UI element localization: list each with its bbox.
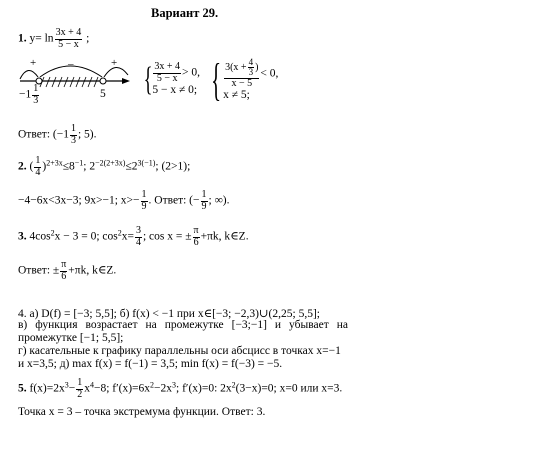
answer-tail: +πk, k∈Z. [68, 264, 117, 277]
task-5-text: f(x)=2x [29, 382, 65, 395]
task-5-text: −2x [154, 382, 173, 395]
system-2-row-1 [223, 58, 278, 89]
task-1-number: 1. [18, 32, 27, 45]
answer-fraction [70, 124, 77, 146]
task-3-pi-fraction [193, 226, 200, 248]
brace-icon: { [143, 60, 153, 98]
sign-minus: – [68, 58, 74, 70]
fraction-denominator: 4 [35, 166, 41, 178]
system-2-num-lead: 3(x + [225, 61, 247, 73]
exponent: 4 [89, 380, 94, 390]
fraction-numerator: 3 [135, 225, 141, 236]
task-3-text: x − 3 = 0; cos [54, 230, 118, 243]
task-5-line-1 [18, 378, 342, 400]
task-4-line-4: г) касательные к графику параллельны оси абсцисс в точках x=−1 [18, 345, 341, 357]
fraction-denominator: 2 [77, 388, 83, 400]
task-4-line-3: промежутке [−1; 5,5]; [18, 332, 124, 344]
task-3-text: x= [121, 230, 134, 243]
brace-icon: { [211, 54, 222, 105]
task-1-answer [18, 124, 97, 146]
fraction-numerator: 1 [35, 155, 41, 166]
system-2-fraction [224, 58, 259, 89]
task-2-line-1: 2. ( $\frac{1}{4}$ )$^{2+3x}\le 8^{-1}$; $2^{-2(2+3x)}\le 2^{3(-1)}$; (2>1); [18, 155, 191, 178]
task-2-text: ; (2>1); [155, 160, 191, 173]
exponent: 3 [172, 380, 177, 390]
system-2-relation: < 0, [260, 67, 279, 80]
axis-label-right: 5 [100, 88, 106, 100]
fraction-numerator: 1 [201, 189, 207, 200]
system-1-row-1 [152, 62, 200, 84]
sign-plus-right: + [111, 57, 118, 69]
task-5-number: 5. [18, 382, 27, 395]
exponent: 3(−1) [137, 158, 156, 168]
answer-tail: ; 5). [77, 128, 97, 141]
system-2-rows [223, 58, 278, 103]
open-point-right [100, 78, 106, 84]
fraction-numerator [224, 58, 259, 79]
answer-lead: Ответ: (−1 [18, 128, 69, 141]
fraction-numerator: 1 [77, 377, 83, 388]
axis-label-fraction [32, 84, 39, 106]
task-3-text: ; cos x = ± [142, 230, 192, 243]
task-5-text: x [84, 382, 90, 395]
system-2-num-close: ) [255, 61, 259, 73]
inequality-system-1 [140, 62, 200, 97]
task-3-text: +πk, k∈Z. [200, 230, 249, 243]
task-5-text: −8; f′(x)=6x [93, 382, 151, 395]
fraction-numerator: 4 [248, 56, 254, 67]
fraction-numerator: 1 [70, 123, 76, 134]
task-2-text: ; ∞). [208, 194, 230, 207]
exponent: 2+3x [46, 158, 63, 168]
fraction-denominator: x − 5 [231, 77, 253, 89]
axis-arrow-icon [122, 78, 130, 84]
exponent: 2 [150, 380, 155, 390]
system-1-row-2: 5 − x ≠ 0; [152, 84, 198, 96]
task-2-text: ≤8 [62, 160, 75, 173]
task-3-answer [18, 260, 116, 282]
system-1-relation: > 0, [181, 66, 200, 79]
fraction-denominator: 9 [201, 200, 207, 212]
task-1-function-lead: y= ln [29, 32, 54, 45]
task-2-fraction-2 [141, 190, 148, 212]
fraction-denominator: 3 [248, 67, 254, 78]
fraction-denominator: 5 − x [156, 72, 178, 84]
task-4-line-5: и x=3,5; д) max f(x) = f(−1) = 3,5; min f(x) = f(−3) = −5. [18, 358, 283, 370]
exponent: −2(2+3x) [95, 158, 126, 168]
exponent: 2 [117, 228, 122, 238]
sign-plus-left: + [30, 57, 37, 69]
fraction-numerator: π [61, 259, 67, 270]
fraction-numerator: π [193, 225, 199, 236]
fraction-numerator: 3x + 4 [55, 27, 82, 38]
page-title: Вариант 29. [151, 6, 219, 20]
task-2-text: . Ответ: (− [148, 194, 200, 207]
task-5-line-2: Точка x = 3 – точка экстремума функции. Ответ: 3. [18, 406, 266, 418]
exponent: −1 [74, 158, 84, 168]
task-4-line-2: в) функция возрастает на промежутке [−3;−1] и убывает на [18, 319, 348, 331]
task-2-text: −4−6x<3x−3; 9x>−1; x>− [18, 194, 140, 207]
axis-label-int: −1 [19, 88, 32, 101]
axis-label-left [19, 84, 40, 106]
fraction-denominator: 6 [61, 270, 67, 282]
task-4-line-1: 4. а) D(f) = [−3; 5,5]; б) f(x) < −1 при x∈[−3; −2,3)∪(2,25; 5,5]; [18, 308, 320, 320]
fraction-denominator: 6 [193, 236, 199, 248]
task-5-text: ; f′(x)=0: 2x [176, 382, 232, 395]
fraction-denominator: 3 [70, 134, 76, 146]
fraction-denominator: 9 [141, 200, 147, 212]
exponent: 2 [50, 228, 55, 238]
task-3-text: 4cos [29, 230, 51, 243]
hatched-region [40, 77, 98, 87]
answer-lead: Ответ: ± [18, 264, 60, 277]
system-1-rows [152, 62, 200, 97]
fraction-numerator: 1 [33, 83, 39, 94]
task-5-text: (3−x)=0; x=0 или x=3. [235, 382, 343, 395]
task-2-fraction [34, 156, 41, 178]
task-1-fraction [55, 28, 83, 50]
task-2-number: 2. [18, 160, 27, 173]
inner-fraction [248, 58, 255, 78]
fraction-denominator: 3 [33, 94, 39, 106]
task-5-text: − [68, 382, 76, 395]
task-3-fraction [135, 226, 142, 248]
task-2-line-2 [18, 190, 229, 212]
system-1-fraction [153, 62, 181, 84]
fraction-numerator: 3x + 4 [154, 61, 180, 72]
inequality-system-2 [205, 54, 279, 105]
exponent: 3 [64, 380, 69, 390]
task-2-text: ≤2 [125, 160, 138, 173]
task-3-number: 3. [18, 230, 27, 243]
answer-fraction [60, 260, 67, 282]
exponent: 2 [231, 380, 236, 390]
task-3-line-1 [18, 226, 249, 248]
fraction-denominator: 4 [135, 236, 141, 248]
fraction-numerator: 1 [141, 189, 147, 200]
task-2-text: ; 2 [83, 160, 96, 173]
task-1-semicolon: ; [86, 32, 90, 45]
task-5-fraction [76, 378, 83, 400]
task-1-header [18, 28, 89, 50]
sign-arc-left [20, 70, 38, 79]
system-2-row-2: x ≠ 5; [223, 89, 250, 102]
fraction-denominator: 5 − x [58, 38, 79, 50]
task-2-answer-fraction [201, 190, 208, 212]
